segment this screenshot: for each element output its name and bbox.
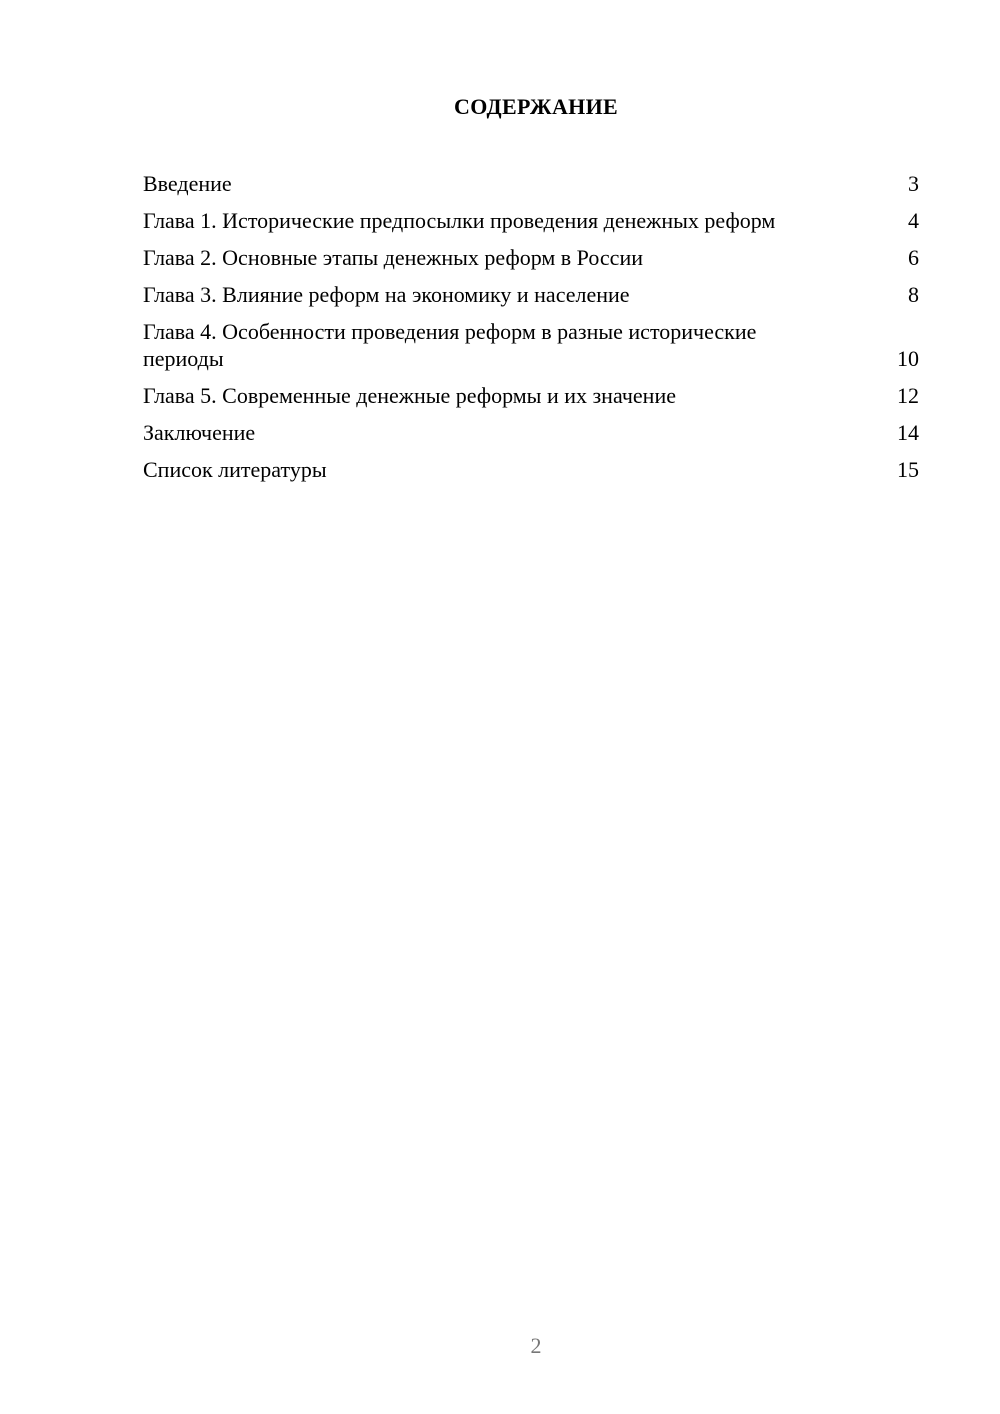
toc-entry-chapter-5 — [143, 382, 919, 409]
page-number: 2 — [530, 1333, 542, 1358]
toc-entry-page: 6 — [908, 245, 919, 270]
toc-entry-text: Глава 1. Исторические предпосылки проведения денежных реформ — [143, 208, 776, 233]
table-of-contents — [143, 170, 919, 493]
toc-entry-text: Список литературы — [143, 457, 327, 482]
toc-entry-conclusion — [143, 419, 919, 446]
toc-entry-page: 4 — [908, 208, 919, 233]
toc-entry-chapter-4 — [143, 318, 919, 372]
toc-entry-references — [143, 456, 919, 483]
toc-entry-page: 14 — [897, 420, 919, 445]
toc-entry-text: Глава 2. Основные этапы денежных реформ в России — [143, 245, 643, 270]
toc-entry-text: Введение — [143, 171, 232, 196]
toc-entry-chapter-2 — [143, 244, 919, 271]
toc-entry-page: 8 — [908, 282, 919, 307]
toc-entry-text: Глава 3. Влияние реформ на экономику и население — [143, 282, 630, 307]
toc-entry-chapter-3 — [143, 281, 919, 308]
toc-entry-chapter-1 — [143, 207, 919, 234]
toc-entry-page: 15 — [897, 457, 919, 482]
toc-entry-introduction — [143, 170, 919, 197]
toc-entry-text: Глава 4. Особенности проведения реформ в разные исторические периоды — [143, 319, 757, 371]
toc-entry-text: Заключение — [143, 420, 256, 445]
page-title: СОДЕРЖАНИЕ — [454, 94, 618, 119]
toc-entry-page: 12 — [897, 383, 919, 408]
toc-entry-page: 3 — [908, 171, 919, 196]
toc-entry-text: Глава 5. Современные денежные реформы и их значение — [143, 383, 676, 408]
toc-entry-page: 10 — [897, 346, 919, 371]
